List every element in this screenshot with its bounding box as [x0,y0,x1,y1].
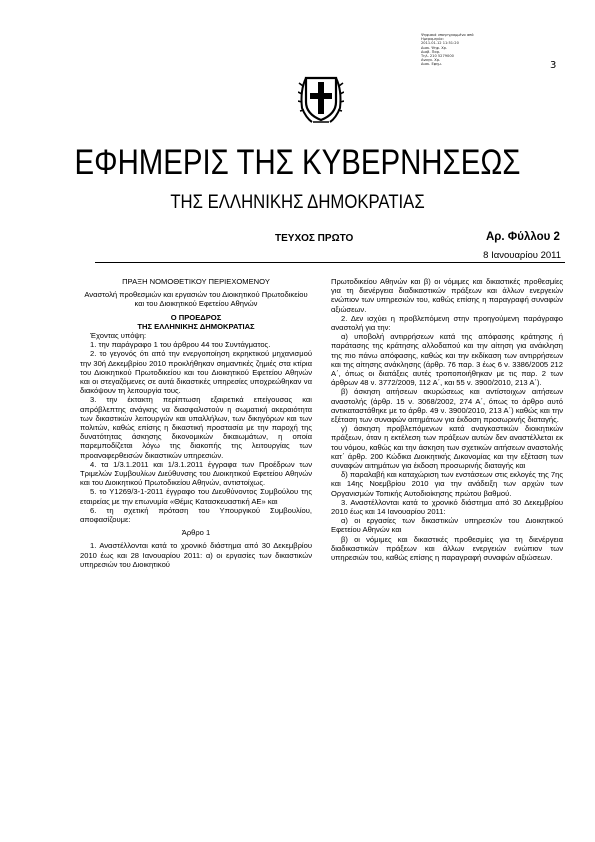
paragraph: α) οι εργασίες των δικαστικών υπηρεσιών του Διοικητικού Εφετείου Αθηνών και [331,516,563,535]
paragraph: 4. τα 1/3.1.2011 και 1/3.1.2011 έγγραφα των Προέδρων των Τριμελών Συμβουλίων Διεύθυνσης του Διοικητικού Εφετείου Αθηνών και του Διοικητικού Πρωτοδικείου Αθηνών, αντιστοίχως. [80,459,312,488]
paragraph: 6. τη σχετική πρόταση του Υπουργικού Συμβουλίου, αποφασίζουμε: [80,505,312,525]
stamp-line: Ψηφιακά υπογεγραμμένο από [421,33,474,37]
paragraph: 3. Αναστέλλονται κατά το χρονικό διάστημα από 30 Δεκεμβρίου 2010 έως και 14 Ιανουαρίου 2011: [331,497,563,517]
left-column [80,277,312,569]
issue-label: ΤΕΥΧΟΣ ΠΡΩΤΟ [275,233,354,244]
president-heading-line2: ΤΗΣ ΕΛΛΗΝΙΚΗΣ ΔΗΜΟΚΡΑΤΙΑΣ [137,321,255,331]
paragraph: δ) παραλαβή και καταχώριση των ενστάσεων στις εκλογές της 7ης και 14ης Νοεμβρίου 2010 για την ανάδειξη των αρχών των Οργανισμών Τοπικής Αυτοδιοίκησης πρώτου βαθμού. [331,470,563,498]
paragraph: 3. την έκτακτη περίπτωση εξαιρετικά επείγουσας και απρόβλεπτης ανάγκης να διασφαλιστούν η σωματική ακεραιότητα των δικαστικών λειτουργών και υπαλλήλων, των δικηγόρων και των πολιτών, καθώς επίσης η δικαστική προστασία με την παροχή της δυνατότητας άσκησης δικονομικών δικαιωμάτων, η οποία παρεμποδίζεται λόγω της διακοπής της λειτουργίας των προαναφερθεισών δικαστικών υπηρεσιών. [80,395,312,460]
paragraph: 1. Αναστέλλονται κατά το χρονικό διάστημα από 30 Δεκεμβρίου 2010 έως και 28 Ιανουαρίου 2011: α) οι εργασίες των δικαστικών υπηρεσιών του Διοικητικού [80,541,312,569]
paragraph: α) υποβολή αντιρρήσεων κατά της απόφασης κράτησης ή παράτασης της κράτησης αλλοδαπού και την αίτηση για ανάκληση της πιο πάνω απόφασης, καθώς και την εκδίκαση των αντιρρήσεων και της αίτησης ανάκλησης (άρθρ. 76 παρ. 3 έως 6 ν. 3386/2005 212 Α΄, όπως οι διατάξεις αυτές τροποποιήθηκαν με τις παρ. 2 των άρθρων 48 ν. 3772/2009, 112 Α΄, και 55 ν. 3900/2010, 213 Α΄). [331,332,563,388]
paragraph: 1. την παράγραφο 1 του άρθρου 44 του Συντάγματος. [90,340,271,350]
stamp-line: Διακ. Ψηφ. Χρ. [421,45,448,50]
paragraph: γ) άσκηση προβλεπόμενων κατά αναγκαστικών διοικητικών πράξεων, όταν η εκτέλεση των πράξεων αυτών δεν αναστέλλεται εκ του νόμου, καθώς και την άσκηση των σχετικών αιτήσεων αναστολής κατ΄ άρθρ. 200 Κώδικα Διοικητικής Δικονομίας και την εξέταση των συναφών αιτημάτων για έκδοση προσωρινής διαταγής και [331,424,563,471]
act-heading: ΠΡΑΞΗ ΝΟΜΟΘΕΤΙΚΟΥ ΠΕΡΙΕΧΟΜΕΝΟΥ [122,277,270,286]
stamp-line: Αναγν. Χρ. [421,58,441,63]
paragraph: 5. το Υ1269/3-1-2011 έγγραφο του Διευθύνοντος Συμβούλου της εταιρείας με την επωνυμία «Θέμις Κατασκευαστική ΑΕ» και [80,487,312,506]
coat-of-arms-icon [298,68,344,124]
paragraph: 2. το γεγονός ότι από την ενεργοποίηση εκρηκτικού μηχανισμού την 30ή Δεκεμβρίου 2010 προκλήθηκαν σημαντικές ζημιές στα κτίρια του Διοικητικού Πρωτοδικείου και του Διοικητικού Εφετείου Αθηνών και οι στεγαζόμενες σε αυτά δικαστικές υπηρεσίες υποχρεώθηκαν να διακόψουν τη λειτουργία τους. [80,349,312,396]
president-heading: Ο ΠΡΟΕΔΡΟΣ [170,312,222,322]
paragraph: β) άσκηση αιτήσεων ακυρώσεως και αντίστοιχων αιτήσεων αναστολής (άρθρ. 15 ν. 3068/2002, 274 Α΄, όπως το άρθρο αυτό αντικαταστάθηκε με το άρθρ. 49 ν. 3900/2010, 213 Α΄) καθώς και την εξέταση των συναφών αιτημάτων για έκδοση προσωρινής διαταγής. [331,387,563,425]
stamp-line: Τηλ. 210 5279000 [421,54,454,59]
digital-signature-stamp [421,33,485,67]
gazette-title: ΕΦΗΜΕΡΙΣ ΤΗΣ ΚΥΒΕΡΝΗΣΕΩΣ [74,143,521,182]
stamp-line: Ημερομηνία: [421,37,444,42]
gazette-subtitle: ΤΗΣ ΕΛΛΗΝΙΚΗΣ ΔΗΜΟΚΡΑΤΙΑΣ [170,192,425,213]
stamp-line: 2011.01.12 11:51:20 [421,41,459,46]
header-divider [95,262,565,263]
article-heading: Άρθρο 1 [181,528,211,538]
issue-date: 8 Ιανουαρίου 2011 [483,250,561,261]
act-subject: Αναστολή προθεσμιών και εργασιών του Διοικητικού Πρωτοδικείου και του Διοικητικού Εφετείου Αθηνών [84,290,308,309]
paragraph: 2. Δεν ισχύει η προβλεπόμενη στην προηγούμενη παράγραφο αναστολή για την: [331,313,563,333]
stamp-line: Διαβ. Παρ. [421,49,441,54]
paragraph: Πρωτοδικείου Αθηνών και β) οι νόμιμες και δικαστικές προθεσμίες για τη διενέργεια διαδικαστικών πράξεων και άλλων ενεργειών ενώπιον των υπηρεσιών του, καθώς επίσης η παραγραφή συναφών αξιώσεων. [331,277,563,314]
right-column [331,277,563,562]
paragraph: Έχοντας υπόψη: [90,331,147,341]
paragraph: β) οι νόμιμες και δικαστικές προθεσμίες για τη διενέργεια διαδικαστικών πράξεων και άλλων ενεργειών ενώπιον των υπηρεσιών του, καθώς επίσης η παραγραφή συναφών αξιώσεων. [331,534,563,563]
page-number: 3 [550,60,557,71]
stamp-line: Διακ. Εφημ. [421,62,442,67]
sheet-number: Αρ. Φύλλου 2 [486,231,560,243]
